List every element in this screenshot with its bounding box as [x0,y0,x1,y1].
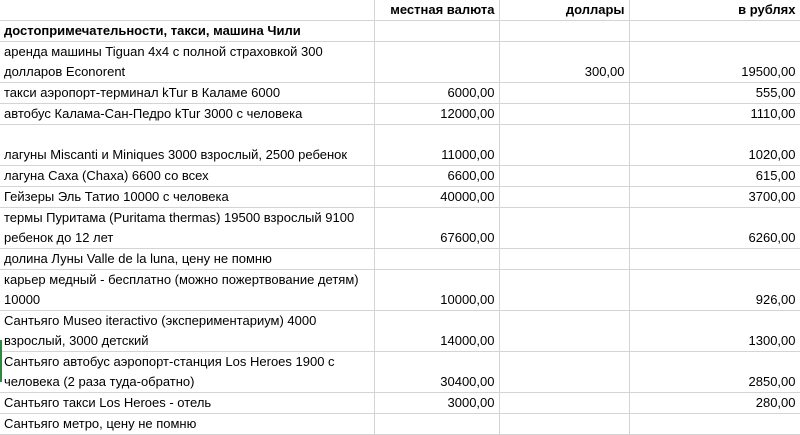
cell-rub[interactable]: 6260,00 [629,208,800,249]
cell-name[interactable]: долина Луны Valle de la luna, цену не помню [0,249,374,270]
cell-rub[interactable]: 19500,00 [629,42,800,83]
cell-name[interactable]: карьер медный - бесплатно (можно пожертвование детям) 10000 [0,270,374,311]
cell-local-currency[interactable] [374,414,499,435]
header-cell-rub[interactable]: в рублях [629,0,800,21]
cell-local-currency[interactable]: 14000,00 [374,311,499,352]
empty-cell[interactable] [629,21,800,42]
cell-local-currency[interactable]: 10000,00 [374,270,499,311]
cell-rub[interactable] [629,414,800,435]
table-row [0,166,800,187]
cell-rub[interactable]: 555,00 [629,83,800,104]
table-row [0,249,800,270]
cell-rub[interactable]: 2850,00 [629,352,800,393]
table-row [0,414,800,435]
header-row [0,0,800,21]
cell-usd[interactable] [499,187,629,208]
cell-usd[interactable] [499,414,629,435]
cell-rub[interactable]: 615,00 [629,166,800,187]
cell-name[interactable]: лагуна Саха (Chaxa) 6600 со всех [0,166,374,187]
cell-usd[interactable] [499,393,629,414]
cell-local-currency[interactable]: 30400,00 [374,352,499,393]
cell-usd[interactable] [499,208,629,249]
cell-rub[interactable]: 3700,00 [629,187,800,208]
table-row [0,352,800,393]
cell-rub[interactable]: 1020,00 [629,125,800,166]
cell-name[interactable]: Сантьяго метро, цену не помню [0,414,374,435]
cell-usd[interactable] [499,125,629,166]
row-selection-marker [0,340,2,382]
cell-rub[interactable]: 280,00 [629,393,800,414]
cell-rub[interactable]: 1110,00 [629,104,800,125]
cell-usd[interactable] [499,249,629,270]
table-row [0,42,800,83]
cell-usd[interactable] [499,311,629,352]
cell-usd[interactable] [499,104,629,125]
header-cell-local-currency[interactable]: местная валюта [374,0,499,21]
cell-local-currency[interactable]: 3000,00 [374,393,499,414]
cell-usd[interactable] [499,352,629,393]
section-title-row [0,21,800,42]
cell-local-currency[interactable] [374,249,499,270]
cell-name[interactable]: Сантьяго автобус аэропорт-станция Los Heroes 1900 с человека (2 раза туда-обратно) [0,352,374,393]
cell-name[interactable]: аренда машины Tiguan 4x4 с полной страховкой 300 долларов Econorent [0,42,374,83]
table-row [0,311,800,352]
cell-local-currency[interactable]: 6600,00 [374,166,499,187]
section-title-cell[interactable]: достопримечательности, такси, машина Чили [0,21,374,42]
table-row [0,187,800,208]
cell-rub[interactable] [629,249,800,270]
table-row [0,83,800,104]
cell-name[interactable]: Сантьяго Museo iteractivo (экспериментариум) 4000 взрослый, 3000 детский [0,311,374,352]
cell-name[interactable]: Сантьяго такси Los Heroes - отель [0,393,374,414]
table-row [0,270,800,311]
cell-name[interactable]: термы Пуритама (Puritama thermas) 19500 взрослый 9100 ребенок до 12 лет [0,208,374,249]
cell-name[interactable]: такси аэропорт-терминал kTur в Каламе 6000 [0,83,374,104]
empty-cell[interactable] [374,21,499,42]
cell-name[interactable]: лагуны Miscanti и Miniques 3000 взрослый, 2500 ребенок [0,125,374,166]
cell-rub[interactable]: 926,00 [629,270,800,311]
cell-name[interactable]: автобус Калама-Сан-Педро kTur 3000 с человека [0,104,374,125]
cell-local-currency[interactable] [374,42,499,83]
cell-local-currency[interactable]: 67600,00 [374,208,499,249]
table-row [0,393,800,414]
header-cell-usd[interactable]: доллары [499,0,629,21]
cell-usd[interactable]: 300,00 [499,42,629,83]
cell-usd[interactable] [499,83,629,104]
header-cell-name[interactable] [0,0,374,21]
table-row [0,125,800,166]
cell-name[interactable]: Гейзеры Эль Татио 10000 с человека [0,187,374,208]
table-row [0,208,800,249]
cell-usd[interactable] [499,270,629,311]
cell-local-currency[interactable]: 11000,00 [374,125,499,166]
table-row [0,104,800,125]
cell-usd[interactable] [499,166,629,187]
cell-local-currency[interactable]: 6000,00 [374,83,499,104]
cell-local-currency[interactable]: 12000,00 [374,104,499,125]
cell-rub[interactable]: 1300,00 [629,311,800,352]
empty-cell[interactable] [499,21,629,42]
cell-local-currency[interactable]: 40000,00 [374,187,499,208]
